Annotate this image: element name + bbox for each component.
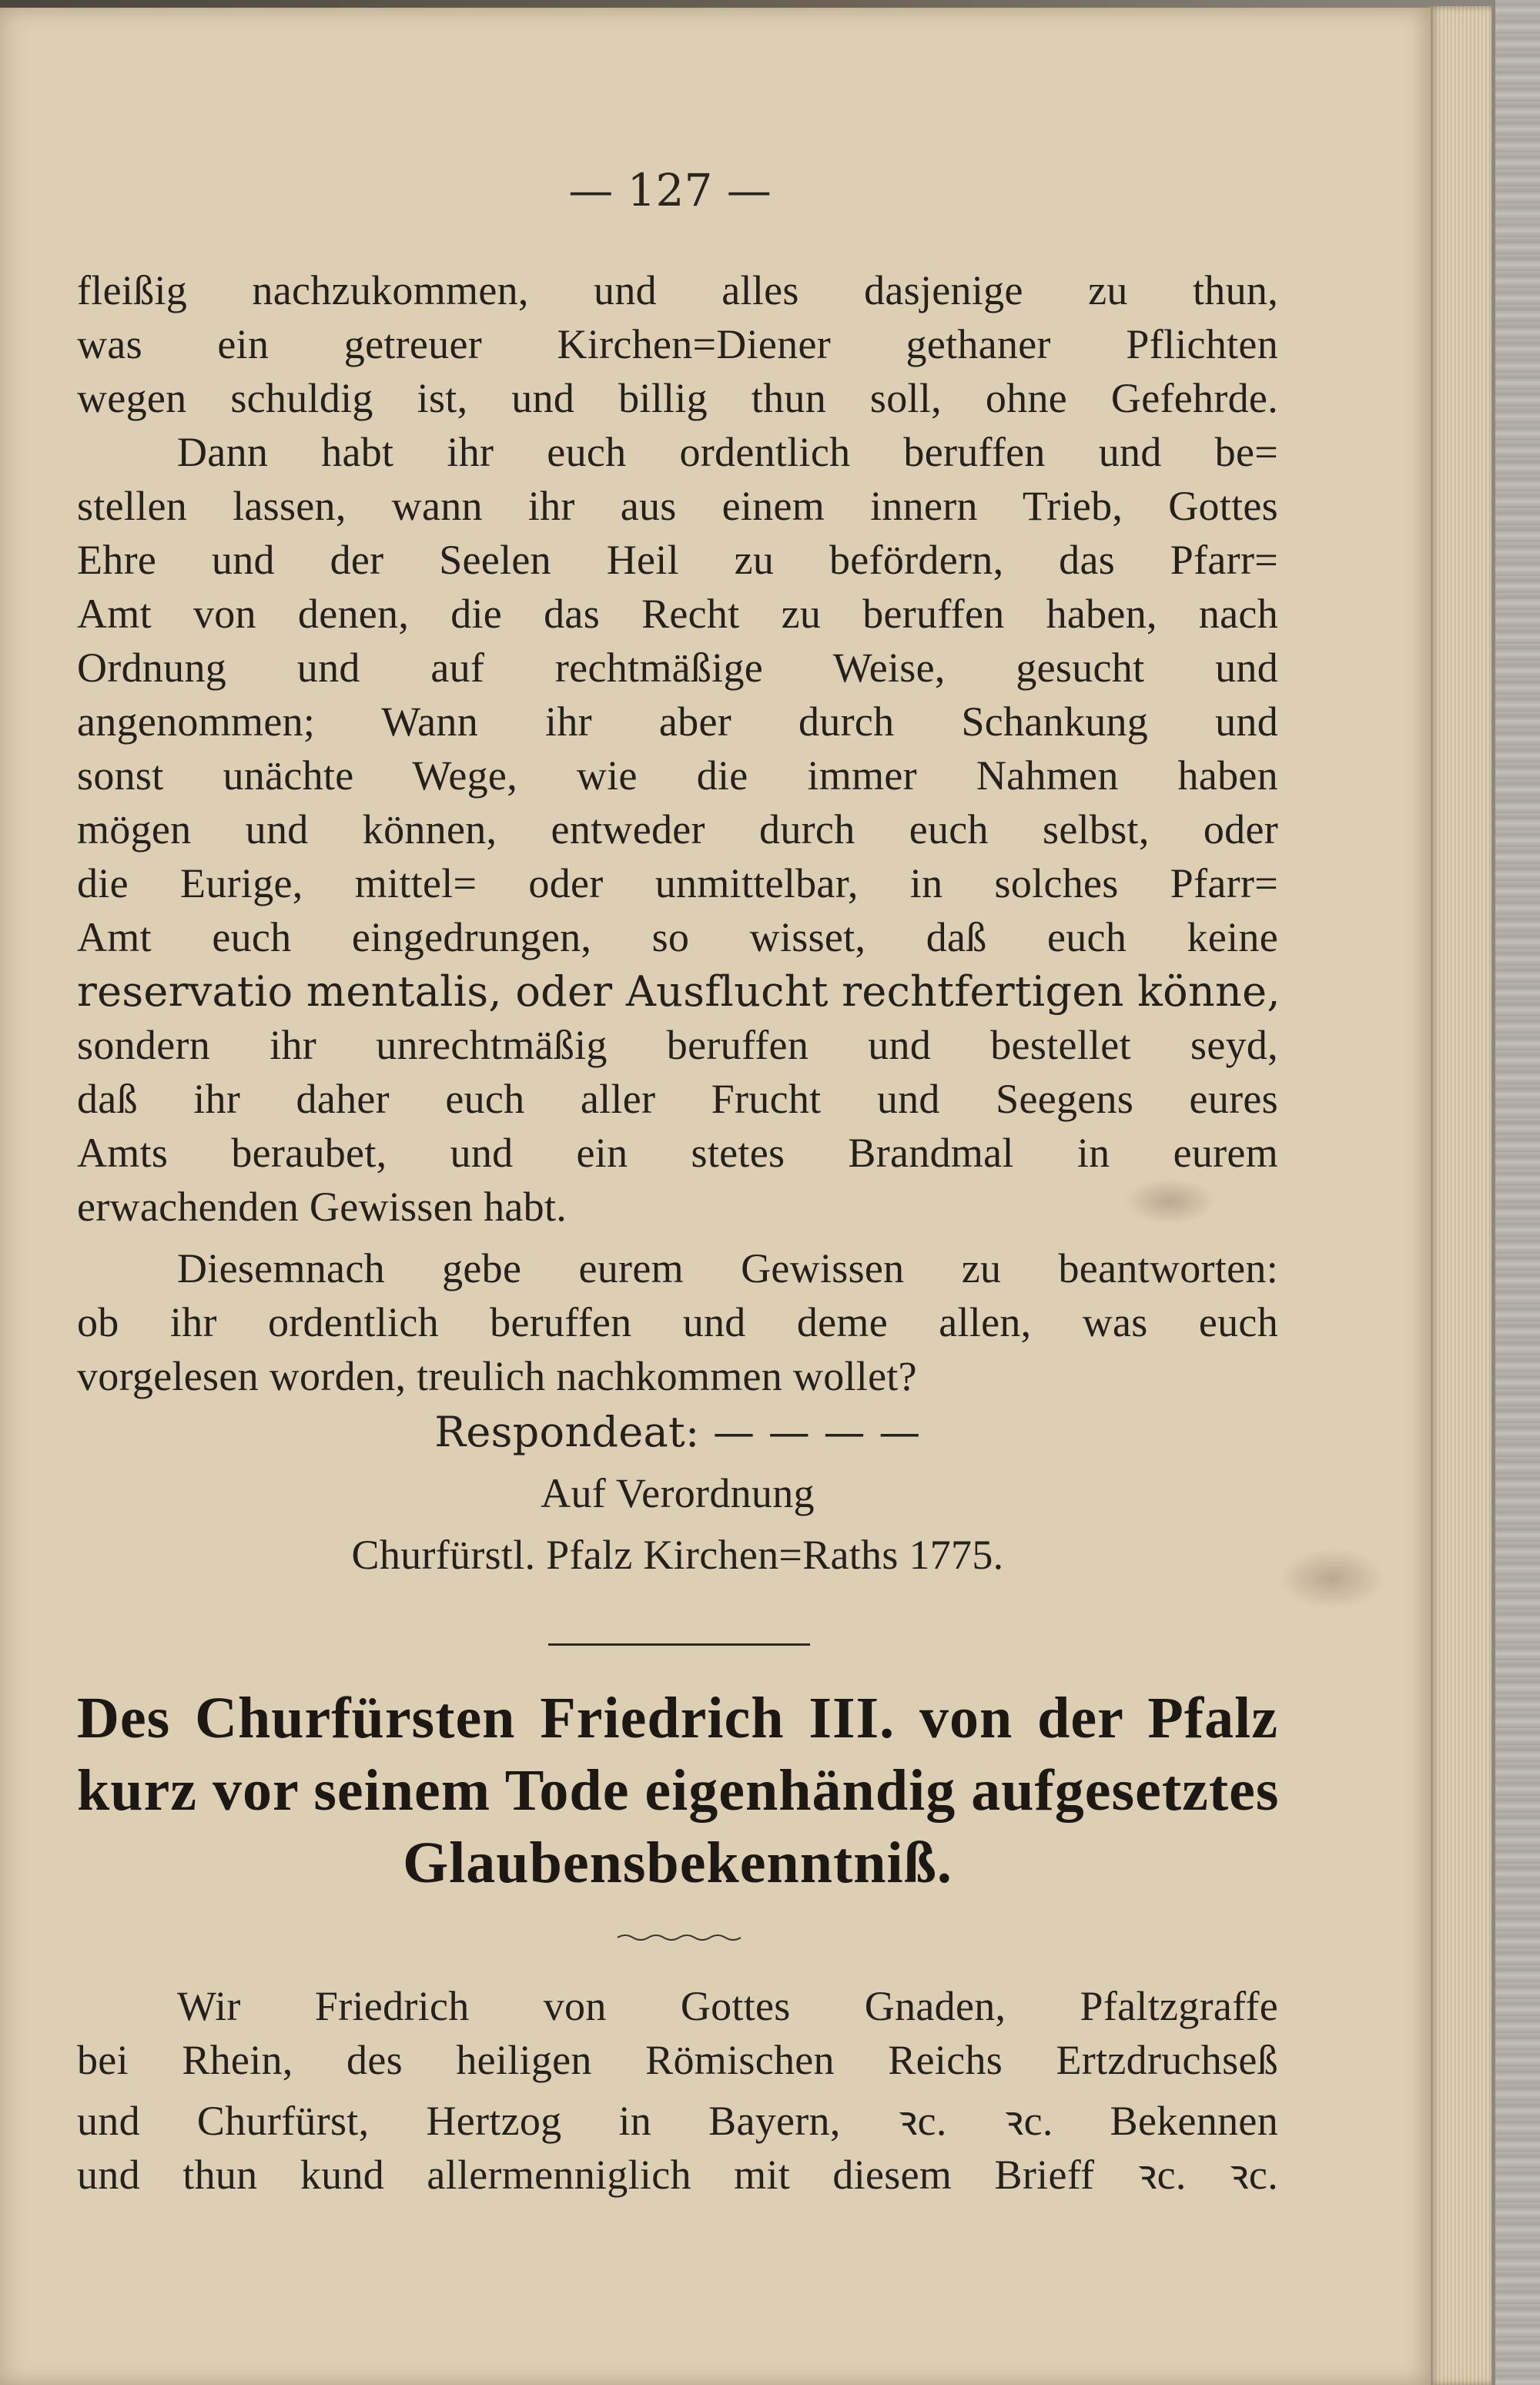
heading-line-3: Glaubensbekenntniß. <box>403 1831 952 1895</box>
body-line-12: die Eurige, mittel= oder unmittelbar, in solches Pfarr= <box>77 860 1278 906</box>
body-line-9: angenommen; Wann ihr aber durch Schankung und <box>77 698 1278 745</box>
body-line-13: Amt euch eingedrungen, so wisset, daß euch keine <box>77 914 1278 960</box>
respondeat-line: Respondeat: — — — — <box>434 1408 921 1456</box>
body-line-7: Amt von denen, die das Recht zu beruffen haben, nach <box>77 591 1278 637</box>
body-line-1: fleißig nachzukommen, und alles dasjenige zu thun, <box>77 267 1278 313</box>
body-line-21: vorgelesen worden, treulich nachkommen wollet? <box>77 1353 917 1399</box>
book-page <box>0 8 1431 2385</box>
scan-right-border <box>1495 0 1540 2385</box>
body-line-11: mögen und können, entweder durch euch selbst, oder <box>77 806 1278 853</box>
body-line-18: erwachenden Gewissen habt. <box>77 1184 567 1230</box>
final-line-3: und Churfürst, Hertzog in Bayern, ꝛc. ꝛc. Bekennen <box>77 2098 1278 2144</box>
body-line-10: sonst unächte Wege, wie die immer Nahmen haben <box>77 752 1278 799</box>
final-line-2: bei Rhein, des heiligen Römischen Reichs Ertzdruchseß <box>77 2037 1278 2083</box>
body-line-5: stellen lassen, wann ihr aus einem innern Trieb, Gottes <box>77 483 1278 529</box>
book-page-edges <box>1428 6 1491 2385</box>
body-line-6: Ehre und der Seelen Heil zu befördern, das Pfarr= <box>77 537 1278 583</box>
signature-line-1: Auf Verordnung <box>541 1470 815 1516</box>
body-line-17: Amts beraubet, und ein stetes Brandmal in eurem <box>77 1130 1278 1176</box>
body-line-20: ob ihr ordentlich beruffen und deme allen, was euch <box>77 1299 1278 1345</box>
body-line-14: reservatio mentalis, oder Ausflucht rechtfertigen könne, <box>77 967 1281 1016</box>
final-line-1: Wir Friedrich von Gottes Gnaden, Pfaltzgraffe <box>177 1983 1278 2029</box>
body-line-4: Dann habt ihr euch ordentlich beruffen und be= <box>177 429 1278 475</box>
heading-line-1: Des Churfürsten Friedrich III. von der Pfalz <box>77 1686 1278 1750</box>
signature-line-2: Churfürstl. Pfalz Kirchen=Raths 1775. <box>351 1532 1004 1578</box>
body-line-3: wegen schuldig ist, und billig thun soll, ohne Gefehrde. <box>77 375 1278 421</box>
body-line-19: Diesemnach gebe eurem Gewissen zu beantworten: <box>177 1245 1278 1291</box>
ink-smudge <box>1278 1548 1386 1610</box>
heading-line-2: kurz vor seinem Tode eigenhändig aufgesetztes <box>77 1758 1280 1823</box>
body-line-2: was ein getreuer Kirchen=Diener gethaner Pflichten <box>77 321 1278 367</box>
body-line-8: Ordnung und auf rechtmäßige Weise, gesucht und <box>77 645 1278 691</box>
final-line-4: und thun kund allermenniglich mit diesem Brieff ꝛc. ꝛc. <box>77 2152 1278 2198</box>
page-number: — 127 — <box>568 164 772 216</box>
wavy-ornament <box>616 1931 747 1944</box>
body-line-16: daß ihr daher euch aller Frucht und Seegens eures <box>77 1076 1278 1122</box>
section-divider <box>548 1643 810 1646</box>
body-line-15: sondern ihr unrechtmäßig beruffen und bestellet seyd, <box>77 1022 1278 1068</box>
